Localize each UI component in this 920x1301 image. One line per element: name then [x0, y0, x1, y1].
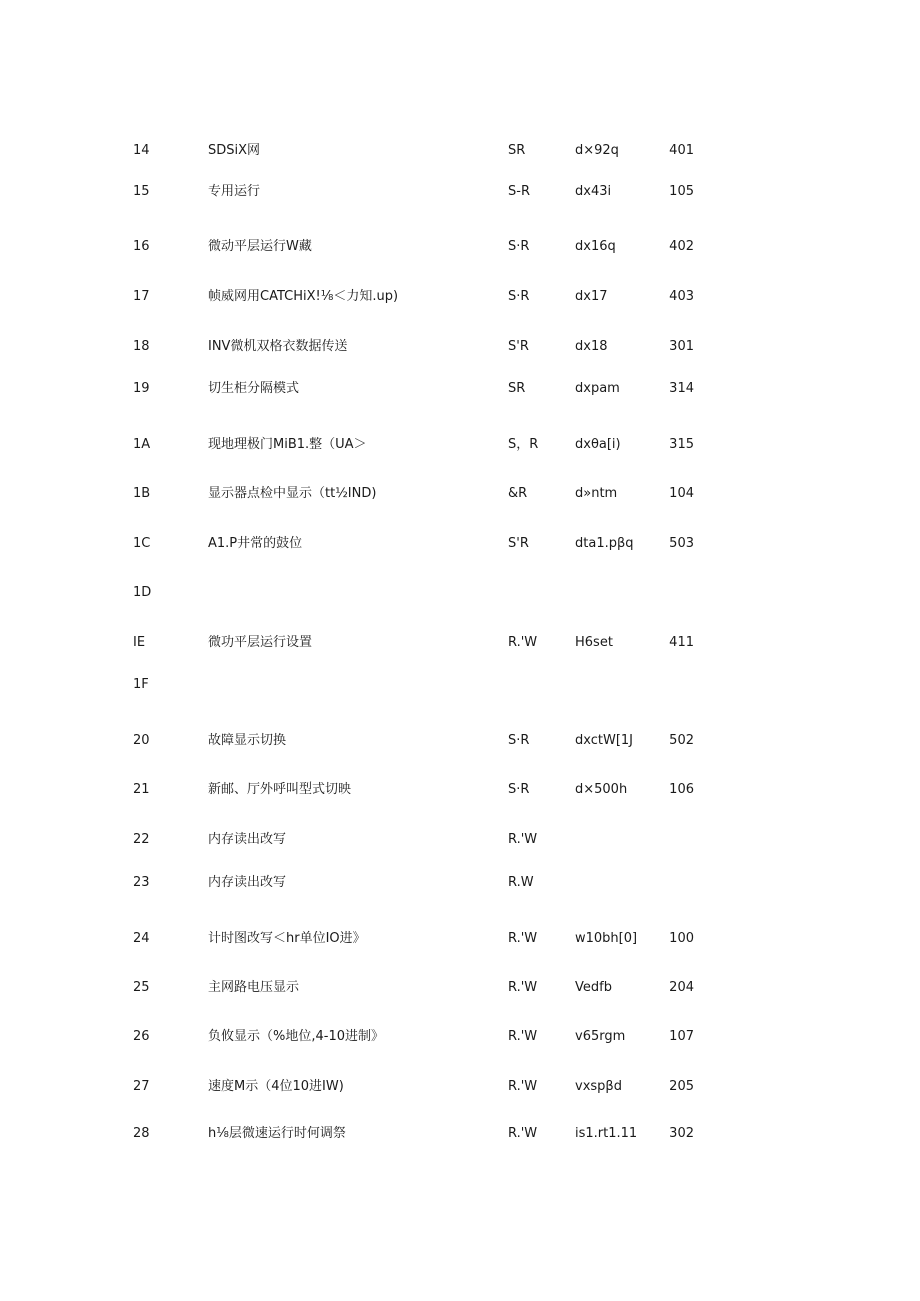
row-access: S，R — [508, 437, 539, 452]
row-number: 25 — [133, 980, 150, 995]
row-name: 速度M示（4位10进IW) — [208, 1079, 344, 1094]
row-access: R.'W — [508, 832, 538, 847]
row-code: dxctW[1J — [575, 733, 633, 748]
row-code: d×500h — [575, 782, 628, 797]
row-number: 23 — [133, 875, 150, 890]
row-number: 18 — [133, 339, 150, 354]
row-value: 107 — [669, 1029, 694, 1044]
row-name: 切生柜分隔模式 — [208, 381, 300, 396]
row-name: 负攸显示（%地位,4-10进制》 — [208, 1029, 384, 1044]
row-value: 302 — [669, 1126, 694, 1141]
table-row — [0, 780, 920, 800]
table-row — [0, 337, 920, 357]
row-number: 17 — [133, 289, 150, 304]
row-code: H6set — [575, 635, 613, 650]
row-name: 计时图改写＜hr单位IO进》 — [208, 931, 366, 946]
table-row — [0, 873, 920, 893]
row-code: dxθa[i) — [575, 437, 621, 452]
row-number: IE — [133, 635, 146, 650]
row-number: 1F — [133, 677, 149, 692]
row-code: v65rgm — [575, 1029, 626, 1044]
row-access: S·R — [508, 239, 530, 254]
table-row — [0, 1027, 920, 1047]
row-name: SDSiX网 — [208, 143, 261, 158]
row-number: 1A — [133, 437, 151, 452]
row-value: 100 — [669, 931, 694, 946]
row-access: S·R — [508, 782, 530, 797]
row-code: d»ntm — [575, 486, 618, 501]
table-row — [0, 534, 920, 554]
table-row — [0, 141, 920, 161]
table-row — [0, 379, 920, 399]
row-code: w10bh[0] — [575, 931, 638, 946]
row-access: S·R — [508, 289, 530, 304]
table-row — [0, 287, 920, 307]
row-access: R.'W — [508, 1029, 538, 1044]
row-value: 104 — [669, 486, 694, 501]
row-value: 401 — [669, 143, 694, 158]
row-name: 新邮、厅外呼叫型式切映 — [208, 782, 352, 797]
table-row — [0, 1124, 920, 1144]
row-value: 315 — [669, 437, 694, 452]
row-access: R.'W — [508, 635, 538, 650]
table-row — [0, 237, 920, 257]
row-number: 1C — [133, 536, 151, 551]
row-access: &R — [508, 486, 528, 501]
row-code: dx43i — [575, 184, 612, 199]
row-name: INV微机双格衣数据传送 — [208, 339, 348, 354]
row-value: 402 — [669, 239, 694, 254]
row-number: 1D — [133, 585, 152, 600]
row-code: Vedfb — [575, 980, 612, 995]
row-value: 314 — [669, 381, 694, 396]
row-value: 105 — [669, 184, 694, 199]
row-name: 内存读出改写 — [208, 875, 287, 890]
row-access: R.'W — [508, 1126, 538, 1141]
table-row — [0, 1077, 920, 1097]
row-code: d×92q — [575, 143, 619, 158]
table-row — [0, 182, 920, 202]
row-value: 403 — [669, 289, 694, 304]
table-row — [0, 929, 920, 949]
row-code: dx17 — [575, 289, 608, 304]
row-access: SR — [508, 143, 526, 158]
row-number: 21 — [133, 782, 150, 797]
row-name: 故障显示切换 — [208, 733, 287, 748]
row-access: S'R — [508, 339, 529, 354]
row-number: 27 — [133, 1079, 150, 1094]
row-access: SR — [508, 381, 526, 396]
row-name: 专用运行 — [208, 184, 261, 199]
row-name: 内存读出改写 — [208, 832, 287, 847]
row-value: 503 — [669, 536, 694, 551]
row-name: 主网路电压显示 — [208, 980, 300, 995]
row-value: 204 — [669, 980, 694, 995]
row-number: 28 — [133, 1126, 150, 1141]
row-value: 106 — [669, 782, 694, 797]
table-row — [0, 484, 920, 504]
table-row — [0, 675, 920, 695]
row-name: h⅛层微速运行时何调祭 — [208, 1126, 346, 1141]
table-row — [0, 435, 920, 455]
row-value: 205 — [669, 1079, 694, 1094]
row-name: 微动平层运行W藏 — [208, 239, 312, 254]
table-row — [0, 731, 920, 751]
row-code: dta1.pβq — [575, 536, 634, 551]
row-number: 14 — [133, 143, 150, 158]
row-number: 22 — [133, 832, 150, 847]
row-code: dx18 — [575, 339, 608, 354]
table-row — [0, 583, 920, 603]
row-access: R.'W — [508, 931, 538, 946]
row-number: 19 — [133, 381, 150, 396]
row-access: R.'W — [508, 1079, 538, 1094]
row-name: 微功平层运行设置 — [208, 635, 313, 650]
row-name: 帧威网用CATCHiX!⅛＜力知.up) — [208, 289, 399, 304]
row-name: A1.P井常的鼓位 — [208, 536, 303, 551]
row-code: dxpam — [575, 381, 620, 396]
row-code: is1.rt1.11 — [575, 1126, 638, 1141]
table-row — [0, 978, 920, 998]
row-access: R.W — [508, 875, 534, 890]
row-value: 411 — [669, 635, 694, 650]
row-number: 24 — [133, 931, 150, 946]
row-access: S·R — [508, 733, 530, 748]
row-number: 15 — [133, 184, 150, 199]
row-code: dx16q — [575, 239, 616, 254]
table-row — [0, 830, 920, 850]
row-value: 502 — [669, 733, 694, 748]
table-row — [0, 633, 920, 653]
row-name: 现地理极门MiB1.整（UA＞ — [208, 437, 367, 452]
row-number: 20 — [133, 733, 150, 748]
row-access: S-R — [508, 184, 530, 199]
row-number: 26 — [133, 1029, 150, 1044]
row-number: 16 — [133, 239, 150, 254]
row-name: 显示器点检中显示（tt½IND) — [208, 486, 377, 501]
row-value: 301 — [669, 339, 694, 354]
row-code: vxspβd — [575, 1079, 622, 1094]
row-number: 1B — [133, 486, 151, 501]
row-access: S'R — [508, 536, 529, 551]
row-access: R.'W — [508, 980, 538, 995]
